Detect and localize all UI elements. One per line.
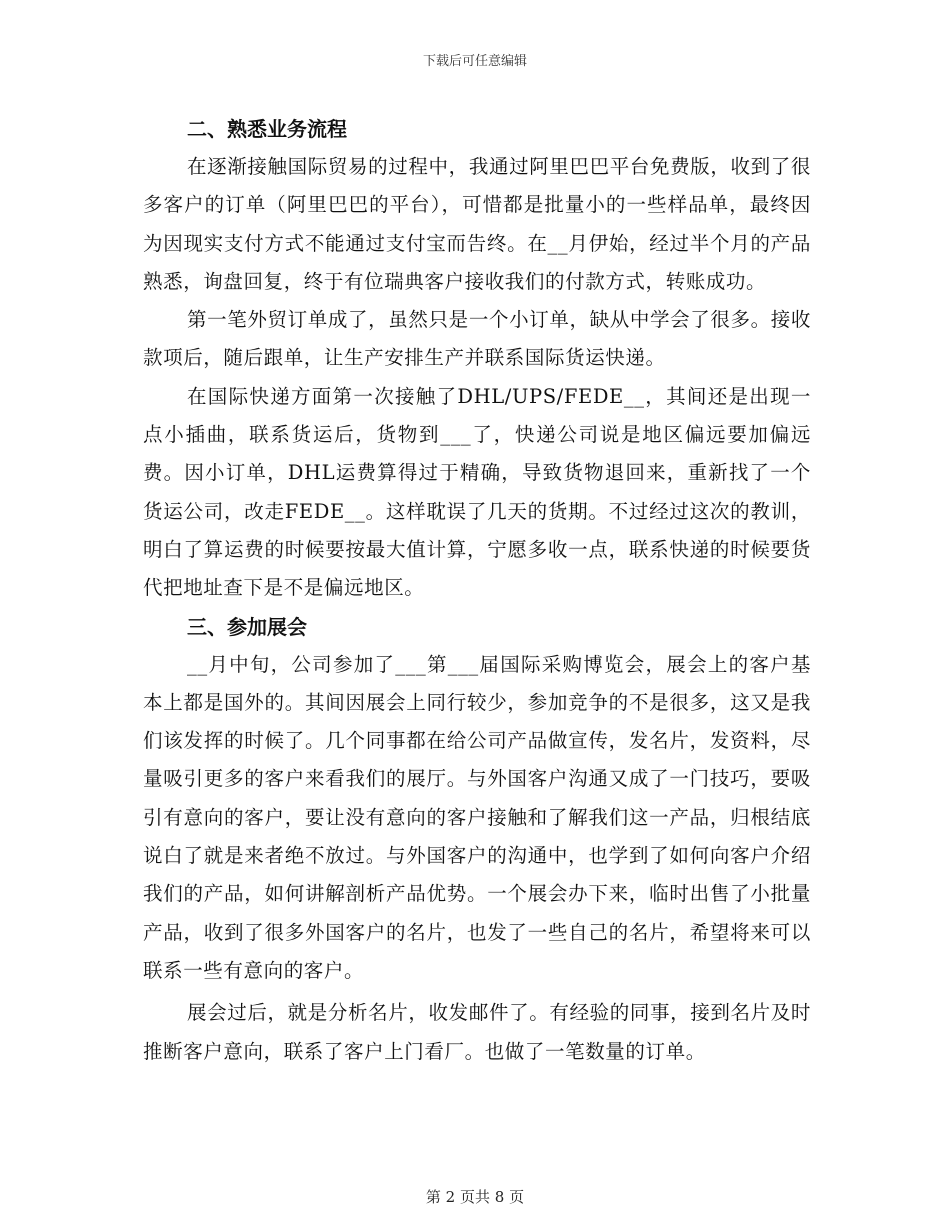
page-header: 下载后可任意编辑 [422,54,527,69]
paragraph: 在国际快递方面第一次接触了DHL/UPS/FEDE__，其间还是出现一点小插曲，联系货运后，货物到___了，快递公司说是地区偏远要加偏远费。因小订单，DHL运费算得过于精确，导致货物退回来，重新找了一个货运公司，改走FEDE__。这样耽误了几天的货期。不过经过这次的教训，明白了算运费的时候要按最大值计算，宁愿多收一点，联系快递的时候要货代把地址查下是不是偏远地区。 [143,384,811,600]
paragraph: 在逐渐接触国际贸易的过程中，我通过阿里巴巴平台免费版，收到了很多客户的订单（阿里巴巴的平台），可惜都是批量小的一些样品单，最终因为因现实支付方式不能通过支付宝而告终。在__月伊始，经过半个月的产品熟悉，询盘回复，终于有位瑞典客户接收我们的付款方式，转账成功。 [143,155,811,293]
paragraph: __月中旬，公司参加了___第___届国际采购博览会，展会上的客户基本上都是国外的。其间因展会上同行较少，参加竞争的不是很多，这又是我们该发挥的时候了。几个同事都在给公司产品做宣传，发名片，发资料，尽量吸引更多的客户来看我们的展厅。与外国客户沟通又成了一门技巧，要吸引有意向的客户，要让没有意向的客户接触和了解我们这一产品，归根结底说白了就是来者绝不放过。与外国客户的沟通中，也学到了如何向客户介绍我们的产品，如何讲解剖析产品优势。一个展会办下来，临时出售了小批量产品，收到了很多外国客户的名片，也发了一些自己的名片，希望将来可以联系一些有意向的客户。 [143,652,811,982]
paragraph: 第一笔外贸订单成了，虽然只是一个小订单，缺从中学会了很多。接收款项后，随后跟单，让生产安排生产并联系国际货运快递。 [143,308,811,370]
document-body [143,110,811,1071]
page-number-footer: 第 2 页共 8 页 [425,1188,525,1206]
paragraph: 展会过后，就是分析名片，收发邮件了。有经验的同事，接到名片及时推断客户意向，联系了客户上门看厂。也做了一笔数量的订单。 [143,1001,811,1063]
section-heading-exhibition: 三、参加展会 [187,614,307,639]
section-heading-business-process: 二、熟悉业务流程 [187,117,347,141]
